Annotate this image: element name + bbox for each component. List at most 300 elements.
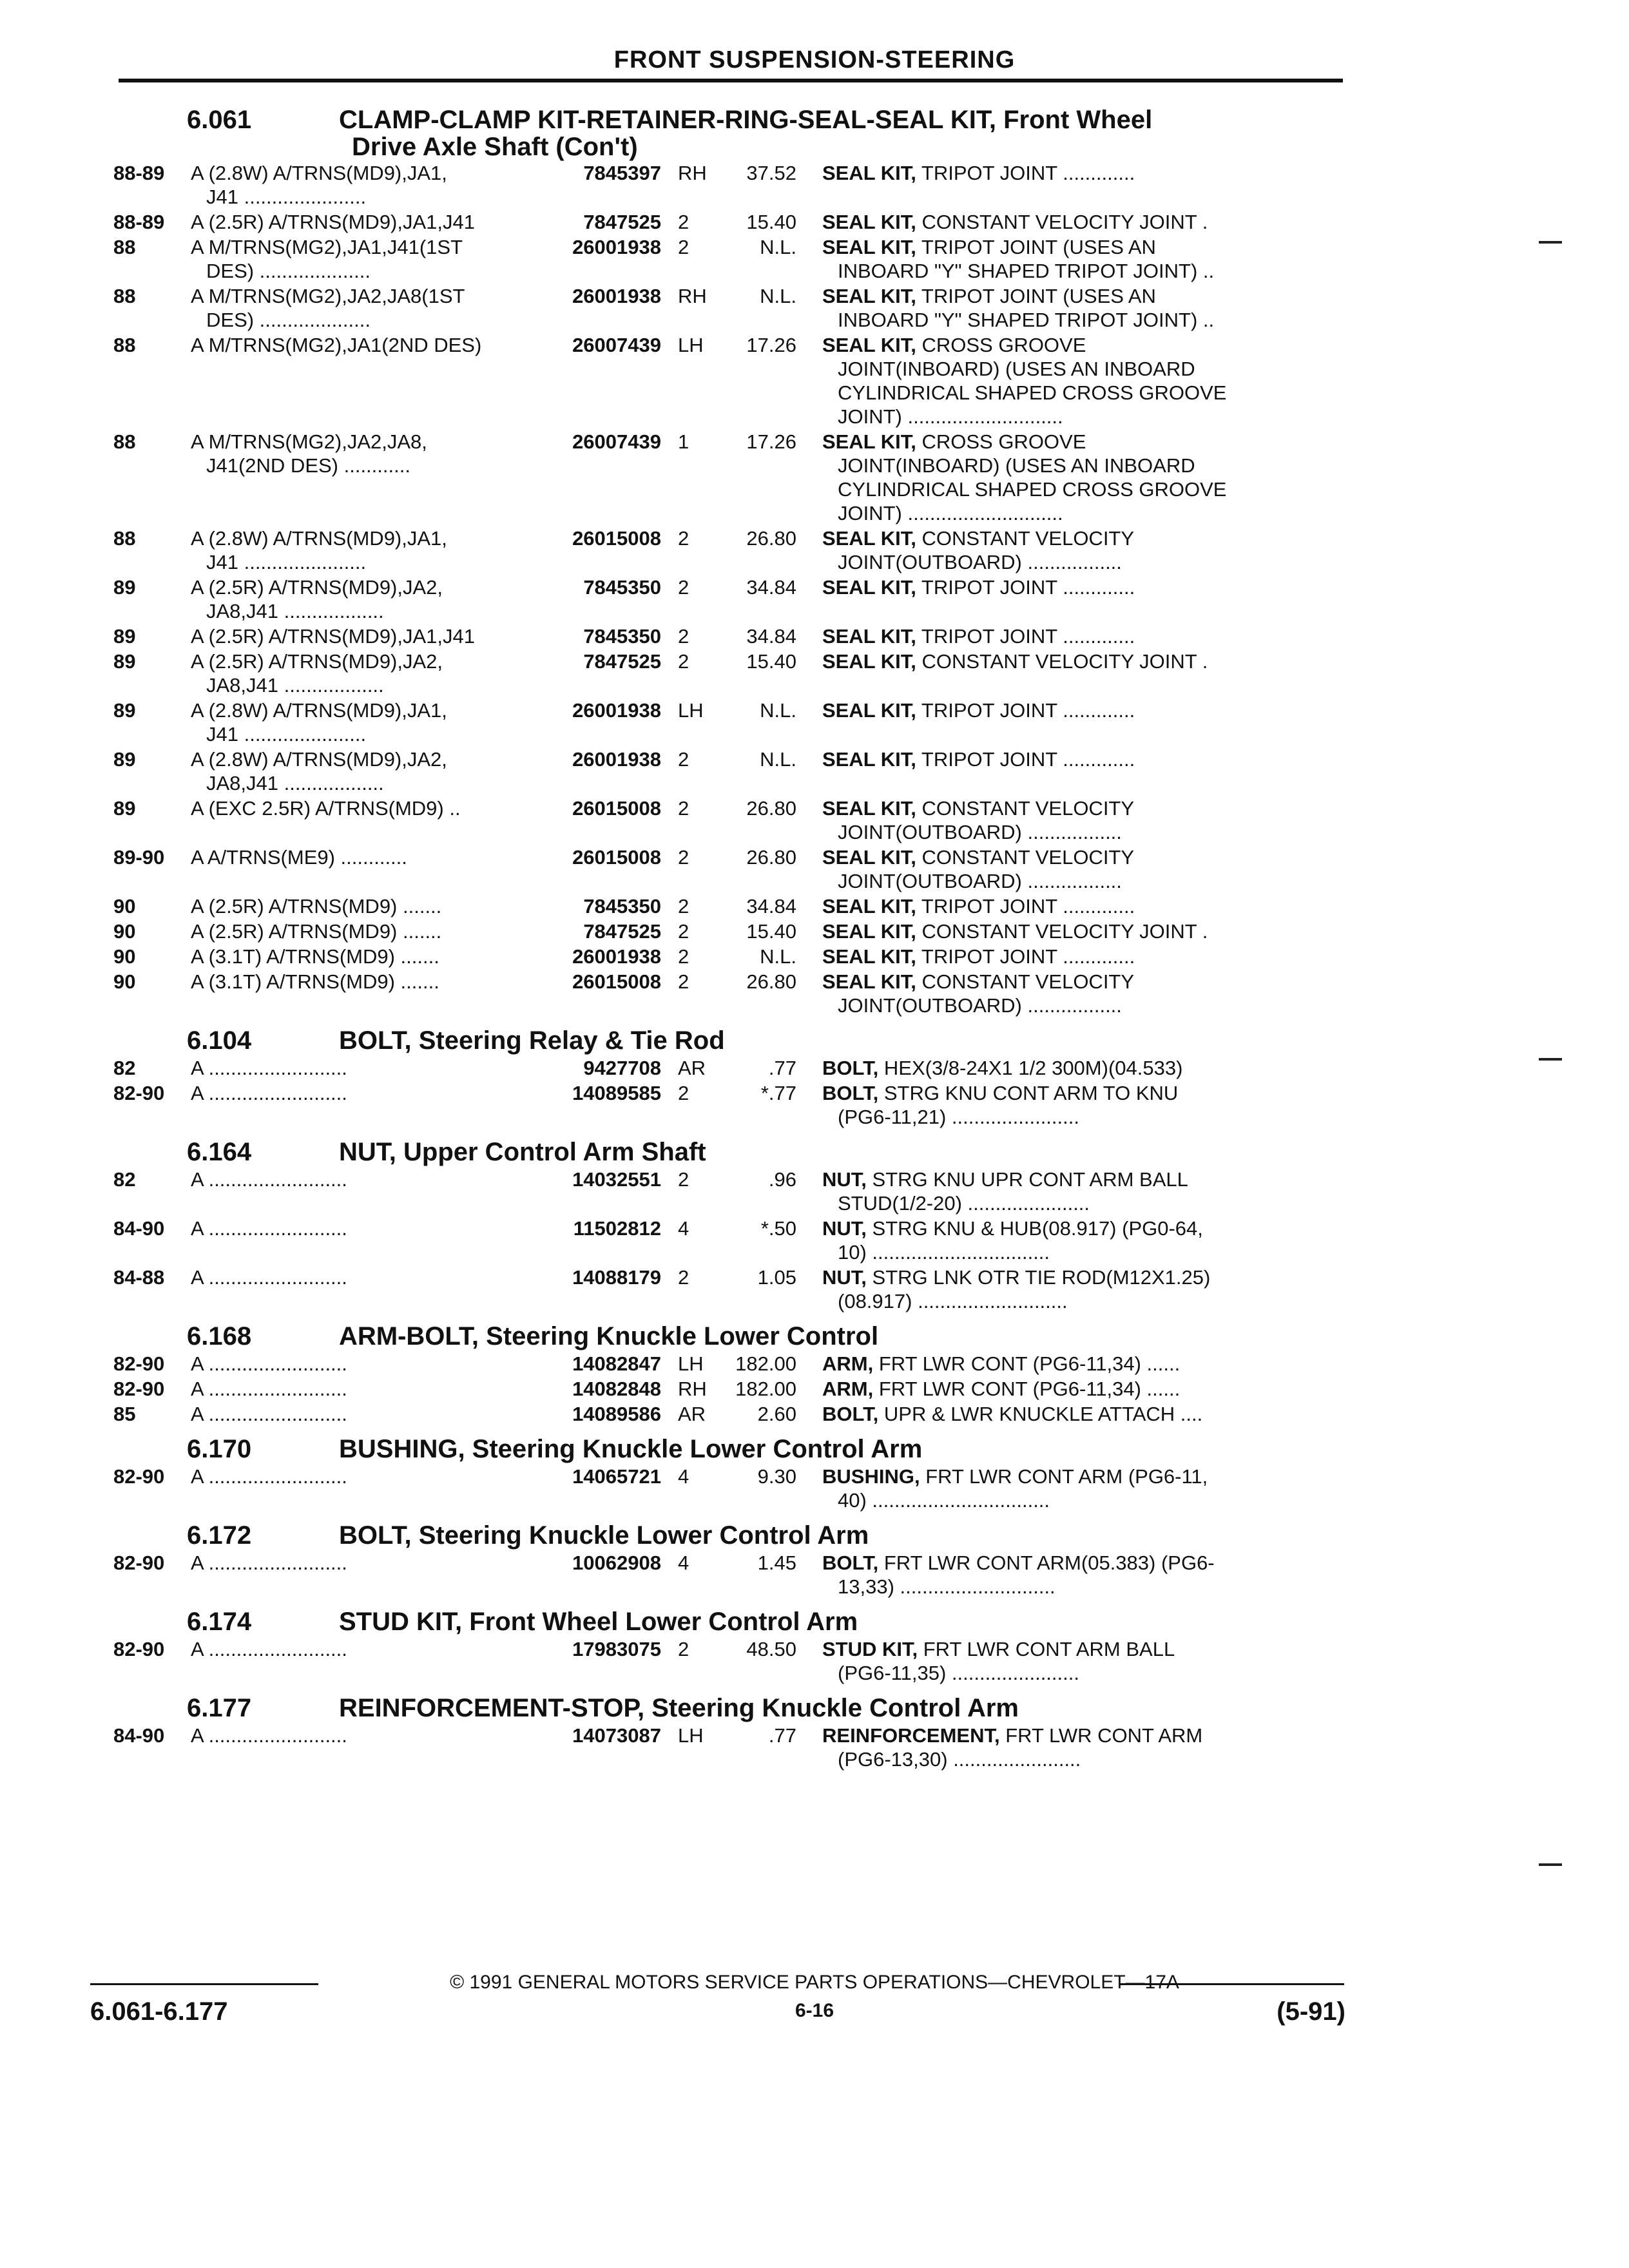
- part-row: [113, 1637, 1351, 1685]
- application-line: A (2.8W) A/TRNS(MD9),JA2,: [191, 748, 447, 771]
- application-line: J41 ......................: [206, 551, 367, 573]
- part-number: 26007439: [572, 430, 661, 453]
- part-name-line: [822, 333, 1351, 357]
- part-row: [113, 945, 1351, 968]
- catalog-section: [113, 1322, 1351, 1426]
- part-number: 26001938: [572, 699, 661, 722]
- price: 15.40: [746, 211, 796, 233]
- application-description: [191, 1056, 539, 1080]
- catalog-section: [113, 106, 1351, 1017]
- part-name-line: [822, 747, 1351, 771]
- model-years: 82: [113, 1168, 136, 1191]
- part-row: [113, 284, 1351, 332]
- part-noun: NUT,: [822, 1217, 867, 1240]
- quantity: 2: [678, 846, 689, 869]
- part-name: [796, 1465, 1351, 1512]
- part-number: 7845350: [583, 895, 661, 918]
- quantity: 2: [678, 945, 689, 968]
- part-row: [113, 1216, 1351, 1264]
- part-row: [113, 1352, 1351, 1376]
- part-detail: TRIPOT JOINT (USES AN: [921, 236, 1156, 258]
- part-number: 9427708: [583, 1057, 661, 1079]
- part-noun: SEAL KIT,: [822, 945, 916, 968]
- section-heading: [113, 1026, 1351, 1055]
- quantity: 2: [678, 527, 689, 550]
- quantity: 2: [678, 1168, 689, 1191]
- part-name-line: [822, 1637, 1351, 1661]
- application-line: A M/TRNS(MG2),JA1,J41(1ST: [191, 236, 463, 258]
- part-row: [113, 1402, 1351, 1426]
- part-noun: SEAL KIT,: [822, 576, 916, 599]
- price: 1.05: [757, 1266, 796, 1289]
- price: 34.84: [746, 895, 796, 918]
- application-description: [191, 945, 539, 968]
- part-name-line: [822, 161, 1351, 185]
- part-name: [796, 698, 1351, 746]
- application-line: A .........................: [191, 1552, 347, 1574]
- part-row: [113, 526, 1351, 574]
- price: *.77: [760, 1082, 796, 1104]
- price: 182.00: [735, 1352, 796, 1375]
- quantity: 2: [678, 970, 689, 993]
- margin-tick: [1539, 1058, 1562, 1061]
- part-detail-line: (PG6-11,21) .......................: [838, 1106, 1079, 1128]
- model-years: 90: [113, 920, 136, 943]
- part-noun: SEAL KIT,: [822, 846, 916, 869]
- model-years: 84-88: [113, 1266, 165, 1289]
- part-noun: NUT,: [822, 1168, 867, 1191]
- part-noun: SEAL KIT,: [822, 920, 916, 943]
- part-detail: HEX(3/8-24X1 1/2 300M)(04.533): [883, 1057, 1183, 1079]
- part-number: 14073087: [572, 1724, 661, 1747]
- part-number: 26015008: [572, 846, 661, 869]
- part-detail: CONSTANT VELOCITY JOINT .: [921, 211, 1208, 233]
- part-detail: TRIPOT JOINT .............: [921, 945, 1135, 968]
- part-row: [113, 575, 1351, 623]
- part-detail: CONSTANT VELOCITY JOINT .: [921, 650, 1208, 673]
- part-row: [113, 624, 1351, 648]
- section-title: BOLT, Steering Knuckle Lower Control Arm: [339, 1521, 869, 1550]
- application-line: A .........................: [191, 1168, 347, 1191]
- part-name: [796, 919, 1351, 943]
- part-name: [796, 1056, 1351, 1080]
- part-name-line: [822, 894, 1351, 918]
- part-name: [796, 649, 1351, 697]
- application-line: A M/TRNS(MG2),JA2,JA8(1ST: [191, 285, 465, 307]
- price: 15.40: [746, 920, 796, 943]
- section-number: 6.164: [187, 1138, 252, 1166]
- section-subtitle: Drive Axle Shaft (Con't): [352, 133, 638, 161]
- part-noun: SEAL KIT,: [822, 625, 916, 648]
- part-row: [113, 210, 1351, 234]
- application-line: A .........................: [191, 1465, 347, 1488]
- model-years: 88: [113, 430, 136, 453]
- application-description: [191, 1265, 539, 1313]
- part-noun: BOLT,: [822, 1082, 879, 1104]
- part-name: [796, 210, 1351, 234]
- model-years: 82-90: [113, 1082, 165, 1104]
- part-name: [796, 1168, 1351, 1215]
- part-detail: STRG KNU & HUB(08.917) (PG0-64,: [872, 1217, 1203, 1240]
- section-heading: [113, 1608, 1351, 1636]
- model-years: 89-90: [113, 846, 165, 869]
- parts-catalog: [113, 97, 1351, 1776]
- application-line: A M/TRNS(MG2),JA1(2ND DES): [191, 334, 482, 356]
- part-name: [796, 624, 1351, 648]
- application-line: J41 ......................: [206, 723, 367, 745]
- part-name-line: [822, 1056, 1351, 1080]
- application-line: A .........................: [191, 1082, 347, 1104]
- application-line: J41(2ND DES) ............: [206, 454, 410, 477]
- quantity: LH: [678, 1724, 704, 1747]
- part-detail: CONSTANT VELOCITY: [921, 970, 1135, 993]
- application-line: A (2.5R) A/TRNS(MD9) .......: [191, 895, 442, 918]
- application-description: [191, 1377, 539, 1401]
- part-detail: TRIPOT JOINT .............: [921, 748, 1135, 771]
- part-name-line: [822, 970, 1351, 994]
- model-years: 82-90: [113, 1552, 165, 1574]
- part-row: [113, 698, 1351, 746]
- catalog-section: [113, 1608, 1351, 1685]
- quantity: 2: [678, 625, 689, 648]
- model-years: 90: [113, 895, 136, 918]
- application-description: [191, 526, 539, 574]
- application-line: JA8,J41 ..................: [206, 772, 384, 794]
- part-detail: FRT LWR CONT ARM BALL: [923, 1638, 1175, 1660]
- part-number: 26015008: [572, 970, 661, 993]
- price: 34.84: [746, 625, 796, 648]
- part-name: [796, 526, 1351, 574]
- application-description: [191, 1637, 539, 1685]
- application-description: [191, 161, 539, 209]
- part-name-line: [822, 1216, 1351, 1240]
- application-line: A .........................: [191, 1352, 347, 1375]
- part-number: 7845350: [583, 576, 661, 599]
- part-name-line: [822, 575, 1351, 599]
- section-title: ARM-BOLT, Steering Knuckle Lower Control: [339, 1322, 879, 1350]
- part-name-line: [822, 1081, 1351, 1105]
- catalog-section: [113, 1026, 1351, 1129]
- part-number: 11502812: [573, 1217, 661, 1240]
- quantity: 2: [678, 650, 689, 673]
- application-description: [191, 333, 539, 428]
- part-row: [113, 1081, 1351, 1129]
- margin-tick: [1539, 241, 1562, 244]
- part-row: [113, 796, 1351, 844]
- part-detail: FRT LWR CONT ARM: [1005, 1724, 1203, 1747]
- price: 1.45: [757, 1552, 796, 1574]
- part-detail-line: STUD(1/2-20) ......................: [838, 1192, 1090, 1215]
- section-heading: [113, 1435, 1351, 1463]
- part-detail: TRIPOT JOINT .............: [921, 625, 1135, 648]
- application-description: [191, 235, 539, 283]
- catalog-section: [113, 1694, 1351, 1771]
- part-number: 26001938: [572, 236, 661, 258]
- application-description: [191, 649, 539, 697]
- part-name-line: [822, 526, 1351, 550]
- application-description: [191, 1724, 539, 1771]
- margin-tick: [1539, 1863, 1562, 1866]
- section-title: BUSHING, Steering Knuckle Lower Control Arm: [339, 1435, 923, 1463]
- part-row: [113, 333, 1351, 428]
- part-noun: SEAL KIT,: [822, 699, 916, 722]
- part-detail: CONSTANT VELOCITY: [921, 846, 1135, 869]
- section-title: CLAMP-CLAMP KIT-RETAINER-RING-SEAL-SEAL KIT, Front Wheel: [339, 106, 1153, 134]
- application-description: [191, 1465, 539, 1512]
- model-years: 88: [113, 236, 136, 258]
- application-line: A (EXC 2.5R) A/TRNS(MD9) ..: [191, 797, 461, 820]
- part-noun: ARM,: [822, 1352, 874, 1375]
- part-row: [113, 235, 1351, 283]
- model-years: 82-90: [113, 1378, 165, 1400]
- part-detail: CONSTANT VELOCITY JOINT .: [921, 920, 1208, 943]
- price: 26.80: [746, 846, 796, 869]
- application-description: [191, 1081, 539, 1129]
- section-number: 6.061: [187, 106, 252, 134]
- part-name: [796, 796, 1351, 844]
- part-number: 14032551: [572, 1168, 661, 1191]
- price: *.50: [760, 1217, 796, 1240]
- part-noun: SEAL KIT,: [822, 527, 916, 550]
- part-detail-line: CYLINDRICAL SHAPED CROSS GROOVE: [838, 381, 1227, 404]
- section-heading: [113, 1322, 1351, 1350]
- application-line: A (2.8W) A/TRNS(MD9),JA1,: [191, 162, 447, 184]
- part-detail-line: INBOARD "Y" SHAPED TRIPOT JOINT) ..: [838, 309, 1215, 331]
- part-name-line: [822, 919, 1351, 943]
- model-years: 88: [113, 285, 136, 307]
- page-number: 6-16: [795, 2000, 834, 2021]
- part-row: [113, 1465, 1351, 1512]
- part-detail: FRT LWR CONT (PG6-11,34) ......: [878, 1352, 1181, 1375]
- quantity: AR: [678, 1057, 706, 1079]
- part-number: 26001938: [572, 285, 661, 307]
- part-noun: SEAL KIT,: [822, 162, 916, 184]
- quantity: AR: [678, 1403, 706, 1425]
- part-detail-line: 40) ................................: [838, 1489, 1050, 1512]
- part-row: [113, 1551, 1351, 1599]
- quantity: 4: [678, 1217, 689, 1240]
- model-years: 89: [113, 797, 136, 820]
- application-line: A (2.5R) A/TRNS(MD9),JA2,: [191, 650, 443, 673]
- application-line: A .........................: [191, 1403, 347, 1425]
- section-heading: [113, 1521, 1351, 1550]
- quantity: 4: [678, 1552, 689, 1574]
- part-name-line: [822, 796, 1351, 820]
- quantity: 2: [678, 1082, 689, 1104]
- part-detail: FRT LWR CONT ARM (PG6-11,: [925, 1465, 1208, 1488]
- part-name-line: [822, 1402, 1351, 1426]
- part-name-line: [822, 1551, 1351, 1575]
- copyright-notice: © 1991 GENERAL MOTORS SERVICE PARTS OPERATIONS—CHEVROLET—17A: [450, 1972, 1179, 1993]
- part-name-line: [822, 1465, 1351, 1488]
- quantity: 2: [678, 920, 689, 943]
- model-years: 90: [113, 945, 136, 968]
- application-description: [191, 698, 539, 746]
- section-number: 6.170: [187, 1435, 252, 1463]
- part-name: [796, 1637, 1351, 1685]
- application-line: A (2.8W) A/TRNS(MD9),JA1,: [191, 699, 447, 722]
- part-detail-line: JOINT) ............................: [838, 405, 1063, 428]
- model-years: 89: [113, 650, 136, 673]
- part-name: [796, 894, 1351, 918]
- part-name-line: [822, 945, 1351, 968]
- part-noun: ARM,: [822, 1378, 874, 1400]
- page-title: FRONT SUSPENSION-STEERING: [613, 46, 1016, 73]
- part-name: [796, 1265, 1351, 1313]
- section-title: BOLT, Steering Relay & Tie Rod: [339, 1026, 725, 1055]
- part-number: 10062908: [572, 1552, 661, 1574]
- part-name: [796, 1551, 1351, 1599]
- part-number: 26001938: [572, 945, 661, 968]
- price: 15.40: [746, 650, 796, 673]
- part-detail: TRIPOT JOINT (USES AN: [921, 285, 1156, 307]
- application-line: A .........................: [191, 1217, 347, 1240]
- application-description: [191, 624, 539, 648]
- price: 2.60: [757, 1403, 796, 1425]
- application-description: [191, 575, 539, 623]
- application-description: [191, 970, 539, 1017]
- header-rule: [119, 79, 1343, 82]
- quantity: RH: [678, 1378, 707, 1400]
- part-name: [796, 430, 1351, 525]
- application-description: [191, 845, 539, 893]
- quantity: LH: [678, 1352, 704, 1375]
- part-row: [113, 430, 1351, 525]
- part-detail-line: INBOARD "Y" SHAPED TRIPOT JOINT) ..: [838, 260, 1215, 282]
- part-detail: TRIPOT JOINT .............: [921, 699, 1135, 722]
- part-name: [796, 575, 1351, 623]
- application-line: J41 ......................: [206, 186, 367, 208]
- part-number: 26001938: [572, 748, 661, 771]
- application-line: A .........................: [191, 1266, 347, 1289]
- price: N.L.: [760, 748, 796, 771]
- part-row: [113, 894, 1351, 918]
- application-description: [191, 430, 539, 525]
- part-detail-line: JOINT(OUTBOARD) .................: [838, 870, 1122, 892]
- part-row: [113, 1377, 1351, 1401]
- part-number: 14089585: [572, 1082, 661, 1104]
- section-title: NUT, Upper Control Arm Shaft: [339, 1138, 706, 1166]
- part-name: [796, 161, 1351, 209]
- part-detail-line: JOINT(OUTBOARD) .................: [838, 551, 1122, 573]
- part-detail-line: JOINT(INBOARD) (USES AN INBOARD: [838, 358, 1195, 380]
- part-detail-line: 10) ................................: [838, 1241, 1050, 1264]
- part-noun: BOLT,: [822, 1057, 879, 1079]
- model-years: 82-90: [113, 1638, 165, 1660]
- quantity: 2: [678, 748, 689, 771]
- section-heading: [113, 1694, 1351, 1722]
- application-line: A (2.5R) A/TRNS(MD9),JA2,: [191, 576, 443, 599]
- part-detail: CONSTANT VELOCITY: [921, 527, 1135, 550]
- part-row: [113, 970, 1351, 1017]
- part-name: [796, 333, 1351, 428]
- application-description: [191, 284, 539, 332]
- application-line: A (2.8W) A/TRNS(MD9),JA1,: [191, 527, 447, 550]
- part-row: [113, 747, 1351, 795]
- part-noun: STUD KIT,: [822, 1638, 918, 1660]
- part-detail-line: (08.917) ...........................: [838, 1290, 1068, 1312]
- application-line: A .........................: [191, 1724, 347, 1747]
- part-detail: STRG LNK OTR TIE ROD(M12X1.25): [872, 1266, 1211, 1289]
- application-description: [191, 894, 539, 918]
- part-detail: UPR & LWR KNUCKLE ATTACH ....: [883, 1403, 1203, 1425]
- application-line: DES) ....................: [206, 260, 371, 282]
- part-number: 14082847: [572, 1352, 661, 1375]
- section-number: 6.172: [187, 1521, 252, 1550]
- part-noun: BUSHING,: [822, 1465, 920, 1488]
- price: 26.80: [746, 797, 796, 820]
- model-years: 89: [113, 625, 136, 648]
- quantity: 2: [678, 1266, 689, 1289]
- part-detail-line: CYLINDRICAL SHAPED CROSS GROOVE: [838, 478, 1227, 501]
- quantity: 1: [678, 430, 689, 453]
- part-name-line: [822, 1377, 1351, 1401]
- part-row: [113, 919, 1351, 943]
- model-years: 85: [113, 1403, 136, 1425]
- part-number: 7847525: [583, 211, 661, 233]
- part-row: [113, 1056, 1351, 1080]
- part-number: 7847525: [583, 650, 661, 673]
- part-name: [796, 1724, 1351, 1771]
- application-description: [191, 796, 539, 844]
- model-years: 89: [113, 576, 136, 599]
- part-detail: TRIPOT JOINT .............: [921, 895, 1135, 918]
- section-range: 6.061-6.177: [90, 1997, 228, 2026]
- part-noun: SEAL KIT,: [822, 970, 916, 993]
- price: 34.84: [746, 576, 796, 599]
- price: 17.26: [746, 430, 796, 453]
- part-name: [796, 970, 1351, 1017]
- part-row: [113, 649, 1351, 697]
- part-name: [796, 845, 1351, 893]
- part-name-line: [822, 845, 1351, 869]
- part-detail-line: JOINT(INBOARD) (USES AN INBOARD: [838, 454, 1195, 477]
- quantity: 2: [678, 1638, 689, 1660]
- price: 9.30: [757, 1465, 796, 1488]
- part-detail: TRIPOT JOINT .............: [921, 162, 1135, 184]
- part-noun: BOLT,: [822, 1403, 879, 1425]
- quantity: RH: [678, 162, 707, 184]
- application-line: A (2.5R) A/TRNS(MD9) .......: [191, 920, 442, 943]
- section-number: 6.177: [187, 1694, 252, 1722]
- part-name-line: [822, 210, 1351, 234]
- application-line: A (3.1T) A/TRNS(MD9) .......: [191, 970, 439, 993]
- application-line: A A/TRNS(ME9) ............: [191, 846, 407, 869]
- quantity: LH: [678, 334, 704, 356]
- application-description: [191, 1551, 539, 1599]
- application-line: A (2.5R) A/TRNS(MD9),JA1,J41: [191, 625, 476, 648]
- part-name-line: [822, 235, 1351, 259]
- model-years: 84-90: [113, 1724, 165, 1747]
- quantity: 2: [678, 797, 689, 820]
- part-name-line: [822, 698, 1351, 722]
- section-heading: [113, 106, 1351, 134]
- application-line: DES) ....................: [206, 309, 371, 331]
- part-detail: FRT LWR CONT (PG6-11,34) ......: [878, 1378, 1181, 1400]
- part-name: [796, 1377, 1351, 1401]
- application-description: [191, 919, 539, 943]
- application-description: [191, 1168, 539, 1215]
- part-name-line: [822, 430, 1351, 454]
- part-name-line: [822, 1168, 1351, 1191]
- part-number: 7845397: [583, 162, 661, 184]
- part-name-line: [822, 1265, 1351, 1289]
- price: 182.00: [735, 1378, 796, 1400]
- quantity: LH: [678, 699, 704, 722]
- part-noun: SEAL KIT,: [822, 236, 916, 258]
- revision-date: (5-91): [1277, 1997, 1345, 2026]
- part-name-line: [822, 1352, 1351, 1376]
